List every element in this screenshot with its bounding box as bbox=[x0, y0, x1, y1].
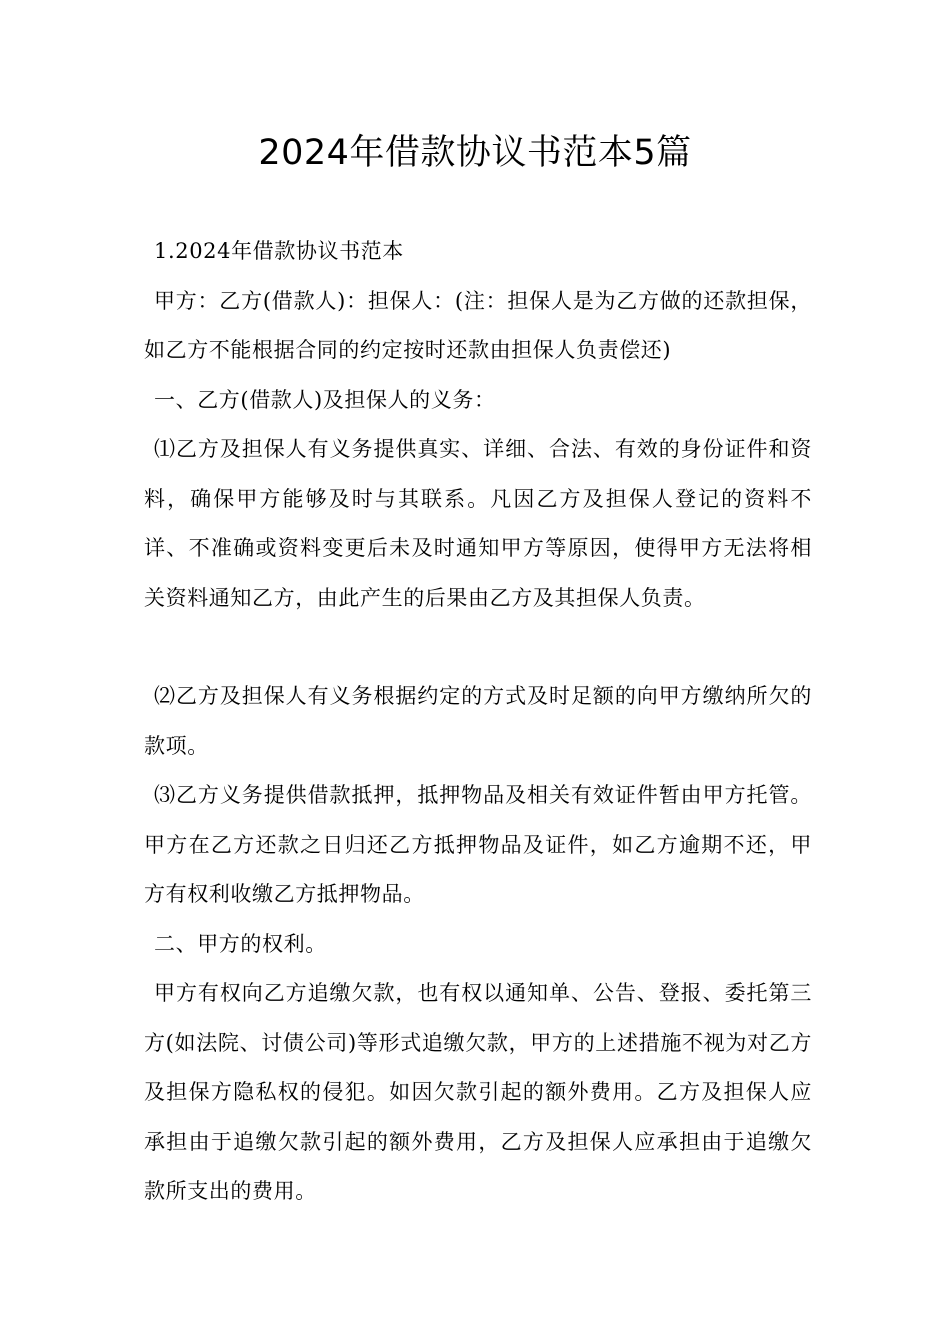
clause-item-2: ⑵乙方及担保人有义务根据约定的方式及时足额的向甲方缴纳所欠的款项。 bbox=[144, 684, 812, 758]
document-title: 2024年借款协议书范本5篇 bbox=[258, 133, 692, 173]
clause-item-3: ⑶乙方义务提供借款抵押，抵押物品及相关有效证件暂由甲方托管。甲方在乙方还款之日归还乙方抵押物品及证件，如乙方逾期不还，甲方有权利收缴乙方抵押物品。 bbox=[144, 783, 812, 906]
clause-heading-rights: 二、甲方的权利。 bbox=[154, 931, 327, 956]
section-heading: 1.2024年借款协议书范本 bbox=[154, 239, 404, 263]
clause-item-1: ⑴乙方及担保人有义务提供真实、详细、合法、有效的身份证件和资料，确保甲方能够及时与其联系。凡因乙方及担保人登记的资料不详、不准确或资料变更后未及时通知甲方等原因，使得甲方无法将相关资料通知乙方，由此产生的后果由乙方及其担保人负责。 bbox=[144, 437, 812, 610]
clause-heading-obligations: 一、乙方(借款人)及担保人的义务： bbox=[154, 387, 496, 412]
paragraph-spacer bbox=[144, 623, 812, 672]
parties-paragraph: 甲方：乙方(借款人)：担保人：(注：担保人是为乙方做的还款担保，如乙方不能根据合同的约定按时还款由担保人负责偿还) bbox=[144, 288, 812, 362]
document-body bbox=[144, 227, 812, 1217]
rights-paragraph: 甲方有权向乙方追缴欠款，也有权以通知单、公告、登报、委托第三方(如法院、讨债公司)等形式追缴欠款，甲方的上述措施不视为对乙方及担保方隐私权的侵犯。如因欠款引起的额外费用。乙方及担保人应承担由于追缴欠款引起的额外费用，乙方及担保人应承担由于追缴欠款所支出的费用。 bbox=[144, 981, 812, 1203]
